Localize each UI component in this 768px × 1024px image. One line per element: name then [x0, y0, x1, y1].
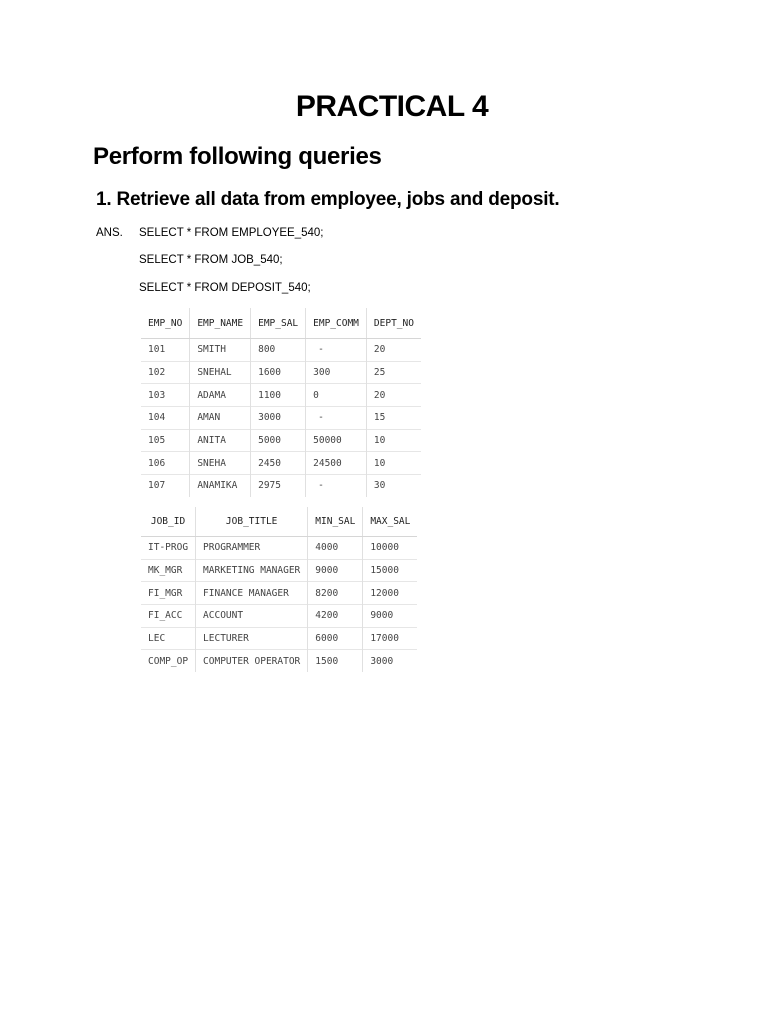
table-cell: 4200: [308, 605, 363, 628]
table-cell: PROGRAMMER: [196, 537, 308, 560]
table-cell: FINANCE MANAGER: [196, 582, 308, 605]
page-title: PRACTICAL 4: [295, 90, 489, 123]
table-cell: ADAMA: [190, 384, 251, 407]
table-cell: COMP_OP: [141, 650, 196, 672]
column-header: EMP_NAME: [190, 308, 251, 339]
table-row: [141, 452, 421, 475]
table-cell: 2450: [251, 452, 306, 475]
table-cell: ANAMIKA: [190, 475, 251, 497]
table-cell: SNEHAL: [190, 361, 251, 384]
table-row: [141, 650, 417, 672]
table-cell: SNEHA: [190, 452, 251, 475]
table-cell: 106: [141, 452, 190, 475]
table-cell: ACCOUNT: [196, 605, 308, 628]
column-header: EMP_COMM: [306, 308, 367, 339]
answer-label: ANS.: [96, 227, 123, 239]
column-header: JOB_ID: [141, 507, 196, 537]
table-cell: 2975: [251, 475, 306, 497]
table-cell: 50000: [306, 429, 367, 452]
query-employee: SELECT * FROM EMPLOYEE_540;: [139, 227, 324, 239]
table-row: [141, 559, 417, 582]
column-header: JOB_TITLE: [196, 507, 308, 537]
table-row: [141, 582, 417, 605]
table-cell: COMPUTER OPERATOR: [196, 650, 308, 672]
column-header: EMP_NO: [141, 308, 190, 339]
section-heading: Perform following queries: [93, 143, 382, 170]
table-cell: 10000: [363, 537, 418, 560]
table-cell: 104: [141, 407, 190, 430]
table-cell: 10: [366, 452, 421, 475]
table-cell: ANITA: [190, 429, 251, 452]
table-cell: 20: [366, 384, 421, 407]
table-row: [141, 429, 421, 452]
table-cell: -: [306, 407, 367, 430]
table-row: [141, 339, 421, 362]
table-row: [141, 627, 417, 650]
table-cell: -: [306, 475, 367, 497]
table-cell: 105: [141, 429, 190, 452]
table-cell: 24500: [306, 452, 367, 475]
table-cell: 12000: [363, 582, 418, 605]
table-cell: MARKETING MANAGER: [196, 559, 308, 582]
table-row: [141, 361, 421, 384]
table-header-row: [141, 308, 421, 339]
table-cell: 3000: [251, 407, 306, 430]
table-cell: 1500: [308, 650, 363, 672]
table-cell: 8200: [308, 582, 363, 605]
table-cell: MK_MGR: [141, 559, 196, 582]
column-header: EMP_SAL: [251, 308, 306, 339]
table-cell: 15000: [363, 559, 418, 582]
table-cell: 102: [141, 361, 190, 384]
table-cell: 300: [306, 361, 367, 384]
table-cell: 15: [366, 407, 421, 430]
column-header: MAX_SAL: [363, 507, 418, 537]
table-cell: 9000: [363, 605, 418, 628]
table-cell: FI_ACC: [141, 605, 196, 628]
table-cell: FI_MGR: [141, 582, 196, 605]
table-cell: 25: [366, 361, 421, 384]
table-cell: 17000: [363, 627, 418, 650]
table-cell: 101: [141, 339, 190, 362]
table-cell: 4000: [308, 537, 363, 560]
column-header: MIN_SAL: [308, 507, 363, 537]
table-header-row: [141, 507, 417, 537]
table-cell: -: [306, 339, 367, 362]
table-row: [141, 475, 421, 497]
job-result-table: [141, 507, 417, 672]
table-cell: 5000: [251, 429, 306, 452]
table-cell: 0: [306, 384, 367, 407]
table-row: [141, 384, 421, 407]
column-header: DEPT_NO: [366, 308, 421, 339]
question-1: 1. Retrieve all data from employee, jobs and deposit.: [96, 189, 560, 210]
table-cell: 6000: [308, 627, 363, 650]
table-cell: SMITH: [190, 339, 251, 362]
query-deposit: SELECT * FROM DEPOSIT_540;: [139, 282, 311, 294]
table-cell: 1100: [251, 384, 306, 407]
table-cell: 20: [366, 339, 421, 362]
table-cell: 30: [366, 475, 421, 497]
table-cell: LECTURER: [196, 627, 308, 650]
table-cell: LEC: [141, 627, 196, 650]
table-cell: AMAN: [190, 407, 251, 430]
table-cell: 10: [366, 429, 421, 452]
table-cell: 800: [251, 339, 306, 362]
table-cell: 107: [141, 475, 190, 497]
table-row: [141, 407, 421, 430]
employee-result-table: [141, 308, 421, 497]
table-cell: IT-PROG: [141, 537, 196, 560]
table-row: [141, 605, 417, 628]
table-cell: 3000: [363, 650, 418, 672]
table-cell: 1600: [251, 361, 306, 384]
table-row: [141, 537, 417, 560]
table-cell: 9000: [308, 559, 363, 582]
query-job: SELECT * FROM JOB_540;: [139, 254, 283, 266]
table-cell: 103: [141, 384, 190, 407]
